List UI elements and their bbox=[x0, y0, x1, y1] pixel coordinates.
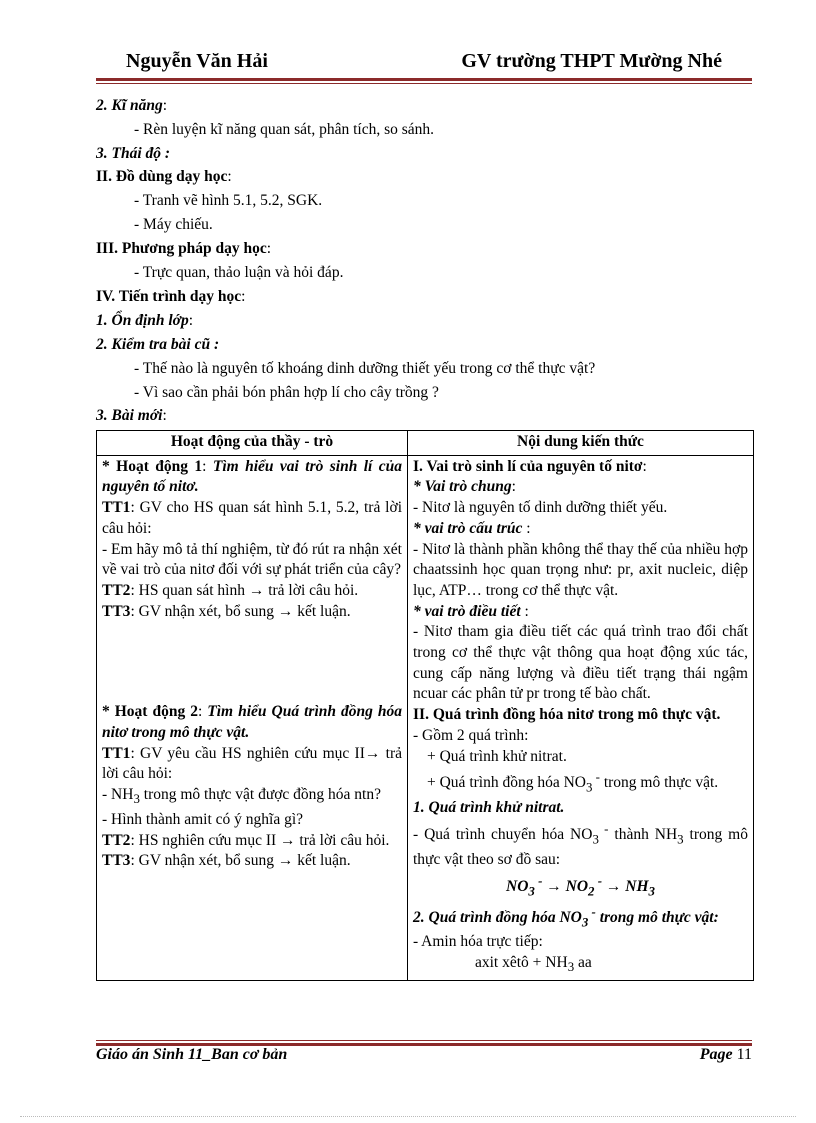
intro-line: 3. Thái độ : bbox=[96, 145, 171, 162]
intro-line: - Máy chiếu. bbox=[134, 216, 213, 233]
activity-1-heading: * Hoạt động 1: Tìm hiểu vai trò sinh lí của nguyên tố nitơ. bbox=[102, 457, 402, 496]
nitrate-reduction-heading: 1. Quá trình khử nitrat. bbox=[413, 799, 565, 817]
intro-line: 1. Ổn định lớp: bbox=[96, 312, 194, 329]
intro-line: - Tranh vẽ hình 5.1, 5.2, SGK. bbox=[134, 192, 323, 209]
process-1-item: + Quá trình khử nitrat. bbox=[427, 747, 567, 765]
activity-1-tt3: TT3: GV nhận xét, bổ sung → kết luận. bbox=[102, 602, 351, 620]
intro-line: - Trực quan, thảo luận và hỏi đáp. bbox=[134, 264, 344, 281]
role-general-heading: * Vai trò chung: bbox=[413, 478, 516, 496]
intro-line: - Thế nào là nguyên tố khoáng dinh dưỡng thiết yếu trong cơ thể thực vật? bbox=[134, 360, 596, 377]
activities-cell bbox=[97, 455, 408, 980]
activity-2-heading: * Hoạt động 2: Tìm hiểu Quá trình đồng hóa nitơ trong mô thực vật. bbox=[102, 703, 402, 742]
intro-line: 2. Kiểm tra bài cũ : bbox=[96, 336, 220, 353]
activity-2-tt2: TT2: HS nghiên cứu mục II → trả lời câu hỏi. bbox=[102, 831, 390, 849]
col-header-activities: Hoạt động của thầy - trò bbox=[97, 431, 408, 456]
intro-line: 3. Bài mới: bbox=[96, 407, 167, 424]
page-number: Page 11 bbox=[699, 1046, 752, 1063]
section-2-heading: II. Quá trình đồng hóa nitơ trong mô thực vật. bbox=[413, 706, 721, 724]
intro-line: III. Phương pháp dạy học: bbox=[96, 240, 272, 257]
header-rule-thick bbox=[96, 78, 752, 81]
lesson-table bbox=[96, 430, 754, 981]
role-general-text: - Nitơ là nguyên tố dinh dưỡng thiết yếu. bbox=[413, 499, 668, 517]
activity-2-question-2: - Hình thành amit có ý nghĩa gì? bbox=[102, 810, 304, 828]
reduction-formula: $NO_3$ $^- \to NO_2$ $^- \to NH_3$ bbox=[506, 872, 655, 898]
intro-line: 2. Kĩ năng: bbox=[96, 97, 168, 114]
content-cell bbox=[408, 455, 754, 980]
nitrate-reduction-text: - Quá trình chuyển hóa $NO_3$ - thành $NH_3$ trong mô thực vật theo sơ đồ sau: bbox=[413, 820, 748, 868]
footer-rule-thin bbox=[96, 1040, 752, 1041]
activity-1-tt1: TT1: GV cho HS quan sát hình 5.1, 5.2, trả lời câu hỏi: bbox=[102, 499, 402, 537]
activity-2-tt1: TT1: GV yêu cầu HS nghiên cứu mục II→ trả lời câu hỏi: bbox=[102, 744, 402, 783]
intro-line: IV. Tiến trình dạy học: bbox=[96, 288, 246, 305]
col-header-content: Nội dung kiến thức bbox=[408, 431, 754, 456]
activity-1-tt2: TT2: HS quan sát hình → trả lời câu hỏi. bbox=[102, 581, 359, 599]
intro-line: - Vì sao cần phải bón phân hợp lí cho cây trồng ? bbox=[134, 384, 439, 401]
role-regulation-heading: * vai trò điều tiết : bbox=[413, 602, 529, 620]
page-bottom-dotted-line bbox=[20, 1116, 796, 1117]
header-rule-thin bbox=[96, 83, 752, 84]
activity-2-tt3: TT3: GV nhận xét, bổ sung → kết luận. bbox=[102, 852, 351, 870]
assimilation-heading: 2. Quá trình đồng hóa $NO_3$ - trong mô thực vật: bbox=[413, 903, 719, 929]
intro-line: - Rèn luyện kĩ năng quan sát, phân tích, so sánh. bbox=[134, 121, 435, 138]
two-processes-text: - Gồm 2 quá trình: bbox=[413, 726, 529, 744]
process-2-item: + Quá trình đồng hóa $NO_3$ - trong mô thực vật. bbox=[427, 769, 719, 795]
role-structure-heading: * vai trò cấu trúc : bbox=[413, 519, 531, 537]
table-row bbox=[97, 455, 754, 980]
section-1-heading: I. Vai trò sinh lí của nguyên tố nitơ: bbox=[413, 457, 647, 475]
page-footer bbox=[96, 1046, 752, 1070]
page-header bbox=[96, 46, 752, 76]
school-name: GV trường THPT Mường Nhé bbox=[461, 50, 722, 72]
amination-formula: axit xêtô + $NH_3$ aa bbox=[475, 954, 592, 975]
table-header-row bbox=[97, 431, 754, 456]
author-name: Nguyễn Văn Hải bbox=[126, 50, 268, 72]
role-structure-text: - Nitơ là thành phần không thể thay thế của nhiều hợp chaatssinh học quan trọng như: pr, axit nucleic, diệp lục, ATP… trong cơ thể thực vật. bbox=[413, 540, 748, 599]
footer-title: Giáo án Sinh 11_Ban cơ bản bbox=[96, 1046, 288, 1063]
activity-2-question-1: - $NH_3$ trong mô thực vật được đồng hóa ntn? bbox=[102, 786, 381, 807]
role-regulation-text: - Nitơ tham gia điều tiết các quá trình trao đổi chất trong cơ thể thực vật thông qua hoạt động xúc tác, cung cấp năng lượng và điều tiết trạng thái ngậm ncuar các phân tử pr trong tế bào chất. bbox=[413, 623, 748, 703]
intro-line: II. Đồ dùng dạy học: bbox=[96, 168, 232, 185]
direct-amination-text: - Amin hóa trực tiếp: bbox=[413, 933, 543, 951]
activity-1-question: - Em hãy mô tả thí nghiệm, từ đó rút ra nhận xét về vai trò của nitơ đối với sự phát triển của cây? bbox=[102, 540, 402, 579]
